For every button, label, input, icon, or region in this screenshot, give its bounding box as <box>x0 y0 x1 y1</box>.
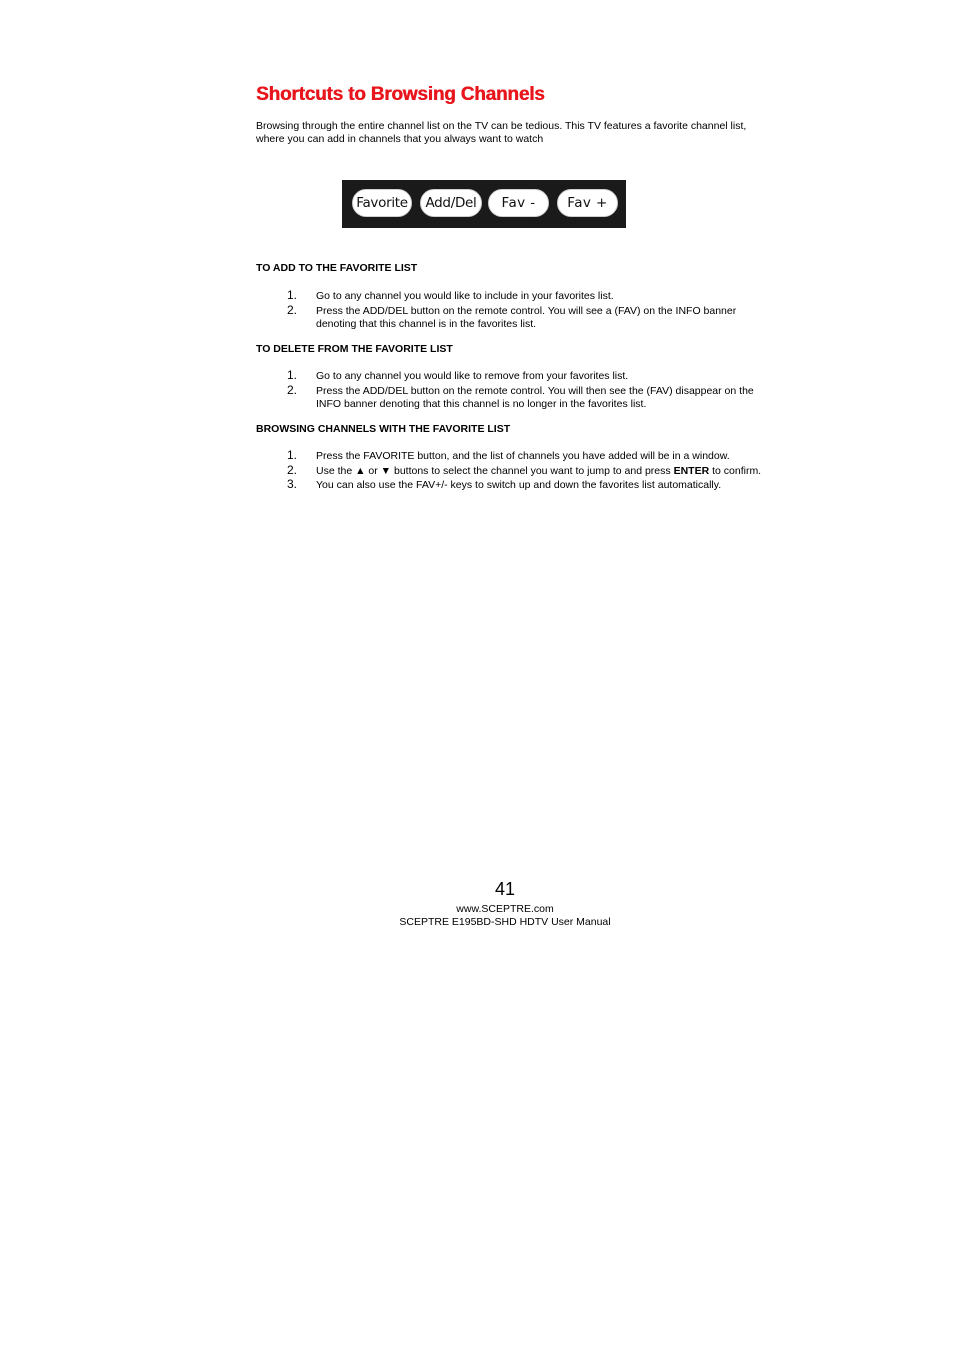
add-del-button-image: Add/Del <box>420 189 482 217</box>
intro-paragraph: Browsing through the entire channel list on the TV can be tedious. This TV features a favorite channel list, where you can add in channels that you always want to watch <box>256 120 747 145</box>
list-item <box>256 290 766 303</box>
step-number: 2. <box>287 382 298 397</box>
step-number: 3. <box>287 477 298 491</box>
step-text <box>316 465 761 477</box>
steps-add <box>256 290 766 332</box>
steps-delete <box>256 370 766 412</box>
list-item <box>256 479 766 492</box>
remote-button-strip <box>342 180 626 228</box>
step-number: 2. <box>287 302 298 317</box>
footer-website: www.SCEPTRE.com <box>456 903 554 915</box>
step-text-after: to confirm. <box>709 464 762 477</box>
steps-browsing <box>256 450 766 494</box>
step-number: 1. <box>287 368 298 382</box>
page-title: Shortcuts to Browsing Channels <box>256 84 545 105</box>
list-item <box>256 370 766 383</box>
section-heading-delete: TO DELETE FROM THE FAVORITE LIST <box>256 343 453 355</box>
step-number: 1. <box>287 288 298 302</box>
step-number: 2. <box>287 462 298 477</box>
fav-plus-button-image: Fav + <box>557 189 618 217</box>
step-text: Go to any channel you would like to remove from your favorites list. <box>316 370 629 382</box>
footer-manual-title: SCEPTRE E195BD-SHD HDTV User Manual <box>399 916 611 928</box>
page-number: 41 <box>494 879 516 899</box>
list-item <box>256 450 766 463</box>
list-item <box>256 382 766 411</box>
step-text: Press the ADD/DEL button on the remote control. You will see a (FAV) on the INFO banner denoting that this channel is in the favorites list. <box>316 304 737 330</box>
list-item <box>256 462 766 478</box>
section-heading-browsing: BROWSING CHANNELS WITH THE FAVORITE LIST <box>256 423 511 435</box>
step-number: 1. <box>287 448 298 462</box>
section-heading-add: TO ADD TO THE FAVORITE LIST <box>256 262 418 274</box>
step-text: Go to any channel you would like to include in your favorites list. <box>316 290 614 302</box>
step-text: You can also use the FAV+/- keys to switch up and down the favorites list automatically. <box>316 479 722 491</box>
fav-minus-button-image: Fav - <box>488 189 549 217</box>
favorite-button-image: Favorite <box>352 189 412 217</box>
step-text-before: Use the ▲ or ▼ buttons to select the channel you want to jump to and press <box>316 464 674 477</box>
step-text: Press the FAVORITE button, and the list of channels you have added will be in a window. <box>316 450 730 462</box>
list-item <box>256 302 766 331</box>
step-text: Press the ADD/DEL button on the remote control. You will then see the (FAV) disappear on the INFO banner denoting that this channel is no longer in the favorites list. <box>316 384 754 410</box>
enter-key-label: ENTER <box>673 464 710 477</box>
